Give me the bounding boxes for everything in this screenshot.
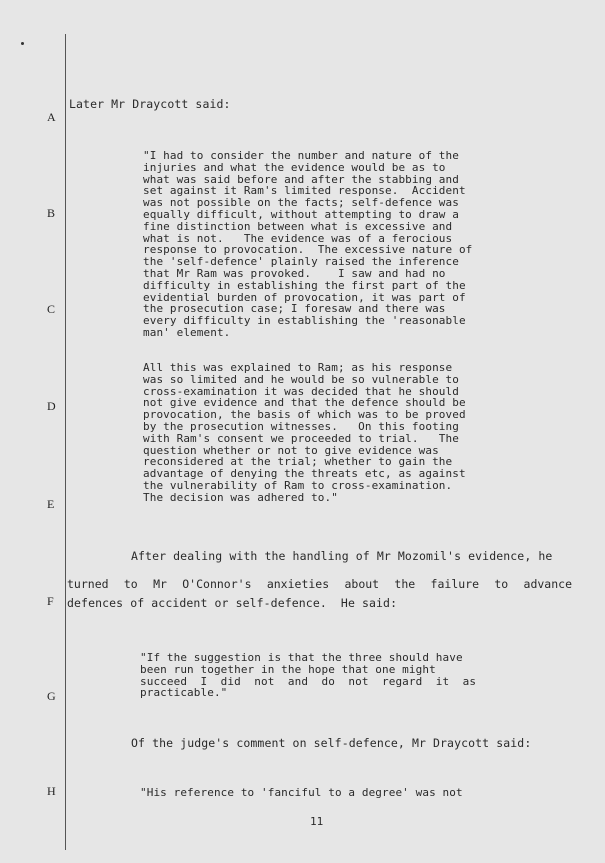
q2-line: The decision was adhered to." [143,490,338,504]
q2-line: with Ram's consent we proceeded to trial. The [143,431,459,445]
q1-line: every difficulty in establishing the 'reasonable [143,314,466,328]
margin-marker-a: A [47,110,56,124]
margin-marker-d: D [47,399,56,413]
margin-marker-f: F [47,594,54,608]
q2-line: by the prosecution witnesses. On this footing [143,420,459,433]
margin-marker-b: B [47,206,56,220]
q2-line: provocation, the basis of which was to be proved [143,408,466,422]
q1-line: man' element. [143,326,231,339]
q1-line: set against it Ram's limited response. Accident [143,184,466,198]
q1-line: the prosecution case; I foresaw and there was [143,302,446,316]
q1-line: was not possible on the facts; self-defence was [143,196,459,210]
q1-line: response to provocation. The excessive nature of [143,243,473,257]
quote-4-start: "His reference to 'fanciful to a degree' was not [140,786,463,799]
intro-line: Later Mr Draycott said: [69,97,231,111]
q2-line: reconsidered at the trial; whether to gain the [143,455,453,469]
q1-line: injuries and what the evidence would be as to [143,160,446,174]
paragraph-2: Of the judge's comment on self-defence, Mr Draycott said: [131,736,532,750]
q1-line: "I had to consider the number and nature of the [143,149,459,162]
q1-line: difficulty in establishing the first part of the [143,278,466,292]
q2-line: not give evidence and that the defence should be [143,396,466,410]
q1-line: what is not. The evidence was of a ferocious [143,231,453,245]
q3-line: practicable." [140,686,228,700]
margin-marker-h: H [47,784,56,798]
margin-marker-c: C [47,302,56,316]
page-number: 11 [310,815,324,828]
margin-marker-e: E [47,497,55,511]
paragraph-1-line-1: After dealing with the handling of Mr Mozomil's evidence, he [131,549,553,563]
q1-line: what was said before and after the stabbing and [143,172,459,186]
q3-line: succeed I did not and do not regard it as [140,674,477,688]
q1-line: equally difficult, without attempting to draw a [143,208,459,221]
paragraph-1-line-2: turned to Mr O'Connor's anxieties about the failure to advance [67,577,572,591]
q2-line: advantage of denying the threats etc, as against [143,467,466,481]
q1-line: evidential burden of provocation, it was part of [143,290,466,304]
q2-line: cross-examination it was decided that he should [143,384,459,398]
q3-line: "If the suggestion is that the three should have [140,651,463,664]
margin-marker-g: G [47,689,56,703]
scan-speck [21,42,24,45]
q3-line: been run together in the hope that one might [140,662,436,676]
q1-line: the 'self-defence' plainly raised the inference [143,255,459,269]
q2-line: question whether or not to give evidence was [143,443,439,457]
margin-rule [65,34,66,850]
q1-line: fine distinction between what is excessive and [143,219,453,233]
q2-line: All this was explained to Ram; as his response [143,361,453,374]
q2-line: the vulnerability of Ram to cross-examination. [143,479,453,492]
q1-line: that Mr Ram was provoked. I saw and had no [143,267,446,280]
paragraph-1-line-3: defences of accident or self-defence. He said: [67,596,398,610]
q2-line: was so limited and he would be so vulnerable to [143,372,459,386]
